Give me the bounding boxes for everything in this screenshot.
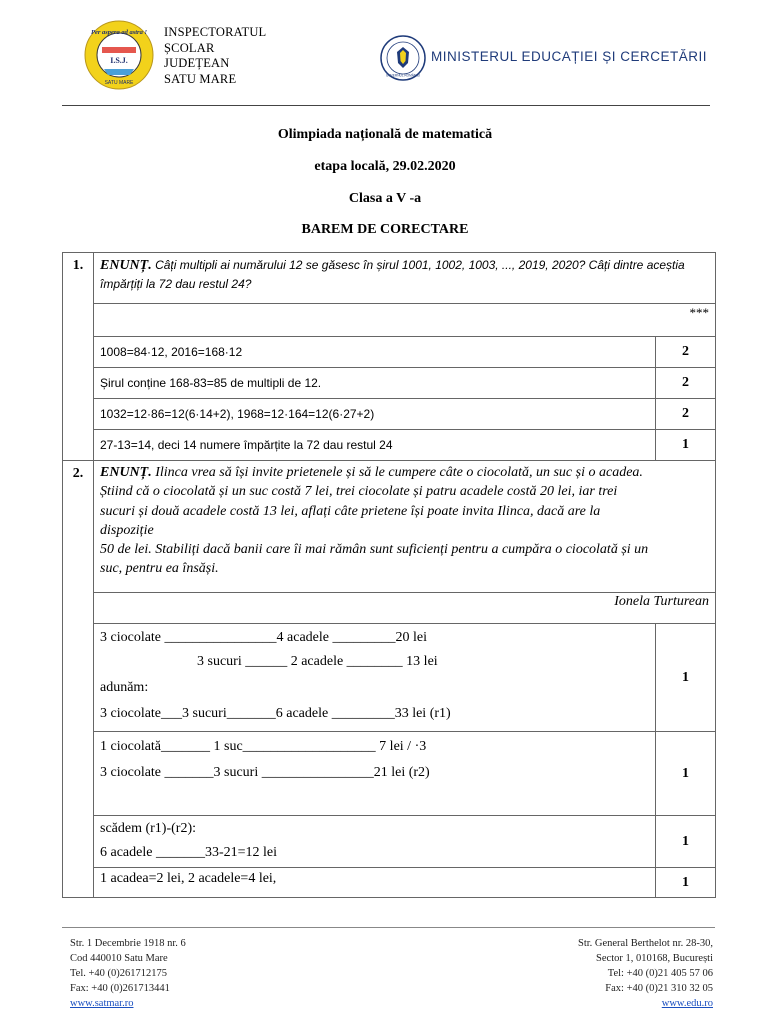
document-type-title: BAREM DE CORECTARE bbox=[301, 222, 469, 237]
table-row bbox=[63, 732, 716, 816]
solution-line: 1 ciocolată_______ 1 suc___________________ 7 lei / ·3 bbox=[100, 739, 427, 754]
solution-line: 3 ciocolate___3 sucuri_______6 acadele _________33 lei (r1) bbox=[100, 706, 451, 721]
isj-logo-abbr: I.S.J. bbox=[110, 56, 128, 65]
problem-2-author-row bbox=[63, 593, 716, 624]
step-points: 1 bbox=[656, 624, 716, 732]
address-line: Str. 1 Decembrie 1918 nr. 6 bbox=[70, 938, 186, 949]
isj-line: ȘCOLAR bbox=[164, 40, 215, 55]
solution-step bbox=[94, 868, 656, 898]
problem-number: 1. bbox=[63, 253, 94, 461]
problem-2-statement-row bbox=[63, 461, 716, 593]
solution-line: 6 acadele _______33-21=12 lei bbox=[100, 845, 278, 860]
step-points: 1 bbox=[656, 430, 716, 461]
problem-1-statement-row bbox=[63, 253, 716, 304]
problem-2-author: Ionela Turturean bbox=[94, 593, 716, 624]
isj-name bbox=[164, 25, 266, 87]
romania-government-emblem bbox=[380, 35, 426, 81]
header-divider bbox=[62, 105, 710, 106]
statement-line: sucuri și două acadele costă 13 lei, aflați câte prietene își poate invita Ilinca, dacă are la bbox=[100, 503, 601, 519]
statement-line: 50 de lei. Stabiliți dacă banii care îi mai rămân sunt suficienți pentru a cumpăra o ciocolată și un bbox=[100, 542, 649, 558]
problem-1-author: *** bbox=[94, 304, 716, 337]
isj-line: JUDEȚEAN bbox=[164, 56, 230, 70]
problem-1-statement bbox=[94, 253, 716, 304]
table-row bbox=[63, 868, 716, 898]
solution-step: 27-13=14, deci 14 numere împărțite la 72 dau restul 24 bbox=[94, 430, 656, 461]
solution-step bbox=[94, 816, 656, 868]
solution-line: 3 ciocolate _______3 sucuri ________________21 lei (r2) bbox=[100, 765, 430, 780]
step-points: 2 bbox=[656, 399, 716, 430]
step-points: 2 bbox=[656, 368, 716, 399]
isj-website-link[interactable]: www.satmar.ro bbox=[70, 998, 134, 1009]
solution-step bbox=[94, 624, 656, 732]
step-points: 1 bbox=[656, 868, 716, 898]
statement-text: Câți multipli ai numărului 12 se găsesc în șirul 1001, 1002, 1003, ..., 2019, 2020? Câți dintre aceștia împărțiți la 72 dau restul 24? bbox=[100, 258, 685, 291]
isj-logo-motto: Per aspera ad astra ! bbox=[91, 29, 147, 36]
ministry-name: MINISTERUL EDUCAȚIEI ȘI CERCETĂRII bbox=[431, 49, 708, 64]
step-points: 1 bbox=[656, 816, 716, 868]
problem-1-author-row bbox=[63, 304, 716, 337]
grading-table bbox=[62, 252, 716, 898]
solution-line: adunăm: bbox=[100, 680, 149, 695]
isj-contact bbox=[70, 936, 186, 1011]
problem-2-statement bbox=[94, 461, 716, 593]
address-line: Sector 1, 010168, București bbox=[596, 953, 713, 964]
isj-line: SATU MARE bbox=[164, 71, 237, 86]
statement-line: Știind că o ciocolată și un suc costă 7 lei, trei ciocolate și patru acadele costă 20 lei, iar trei bbox=[100, 484, 618, 500]
isj-logo-city: SATU MARE bbox=[104, 80, 134, 86]
fax-line: Fax: +40 (0)261713441 bbox=[70, 983, 170, 994]
step-points: 2 bbox=[656, 337, 716, 368]
fax-line: Fax: +40 (0)21 310 32 05 bbox=[605, 983, 713, 994]
emblem-caption: GUVERNUL ROMÂNIEI bbox=[385, 73, 421, 78]
phone-line: Tel: +40 (0)21 405 57 06 bbox=[607, 968, 713, 979]
statement-label: ENUNȚ. bbox=[100, 258, 152, 273]
solution-line: scădem (r1)-(r2): bbox=[100, 821, 197, 836]
statement-line: dispoziție bbox=[100, 522, 154, 538]
solution-step bbox=[94, 732, 656, 816]
table-row bbox=[63, 816, 716, 868]
statement-line: suc, pentru ea însăși. bbox=[100, 561, 219, 577]
table-row bbox=[63, 368, 716, 399]
address-line: Str. General Berthelot nr. 28-30, bbox=[577, 938, 713, 949]
table-row bbox=[63, 399, 716, 430]
table-row bbox=[63, 337, 716, 368]
solution-line: 3 sucuri ______ 2 acadele ________ 13 lei bbox=[197, 654, 438, 669]
competition-title: Olimpiada națională de matematică bbox=[277, 127, 493, 142]
solution-line: 3 ciocolate ________________4 acadele _________20 lei bbox=[100, 630, 427, 645]
phone-line: Tel. +40 (0)261712175 bbox=[70, 968, 168, 979]
step-points: 1 bbox=[656, 732, 716, 816]
solution-step: Șirul conține 168-83=85 de multipli de 12. bbox=[94, 368, 656, 399]
solution-line: 1 acadea=2 lei, 2 acadele=4 lei, bbox=[100, 871, 277, 886]
statement-line: Ilinca vrea să își invite prietenele și să le cumpere câte o ciocolată, un suc și o acadea. bbox=[151, 465, 643, 480]
solution-step: 1008=84·12, 2016=168·12 bbox=[94, 337, 656, 368]
isj-line: INSPECTORATUL bbox=[164, 25, 267, 39]
table-row bbox=[63, 624, 716, 732]
ministry-website-link[interactable]: www.edu.ro bbox=[661, 998, 713, 1009]
statement-label: ENUNȚ. bbox=[100, 465, 152, 480]
problem-number: 2. bbox=[63, 461, 94, 898]
footer-divider bbox=[62, 927, 715, 928]
stage-title: etapa locală, 29.02.2020 bbox=[314, 159, 456, 174]
address-line: Cod 440010 Satu Mare bbox=[70, 953, 168, 964]
grade-title: Clasa a V -a bbox=[348, 191, 422, 206]
isj-logo bbox=[84, 20, 154, 90]
ministry-contact bbox=[578, 936, 713, 1011]
solution-step: 1032=12·86=12(6·14+2), 1968=12·164=12(6·27+2) bbox=[94, 399, 656, 430]
table-row bbox=[63, 430, 716, 461]
